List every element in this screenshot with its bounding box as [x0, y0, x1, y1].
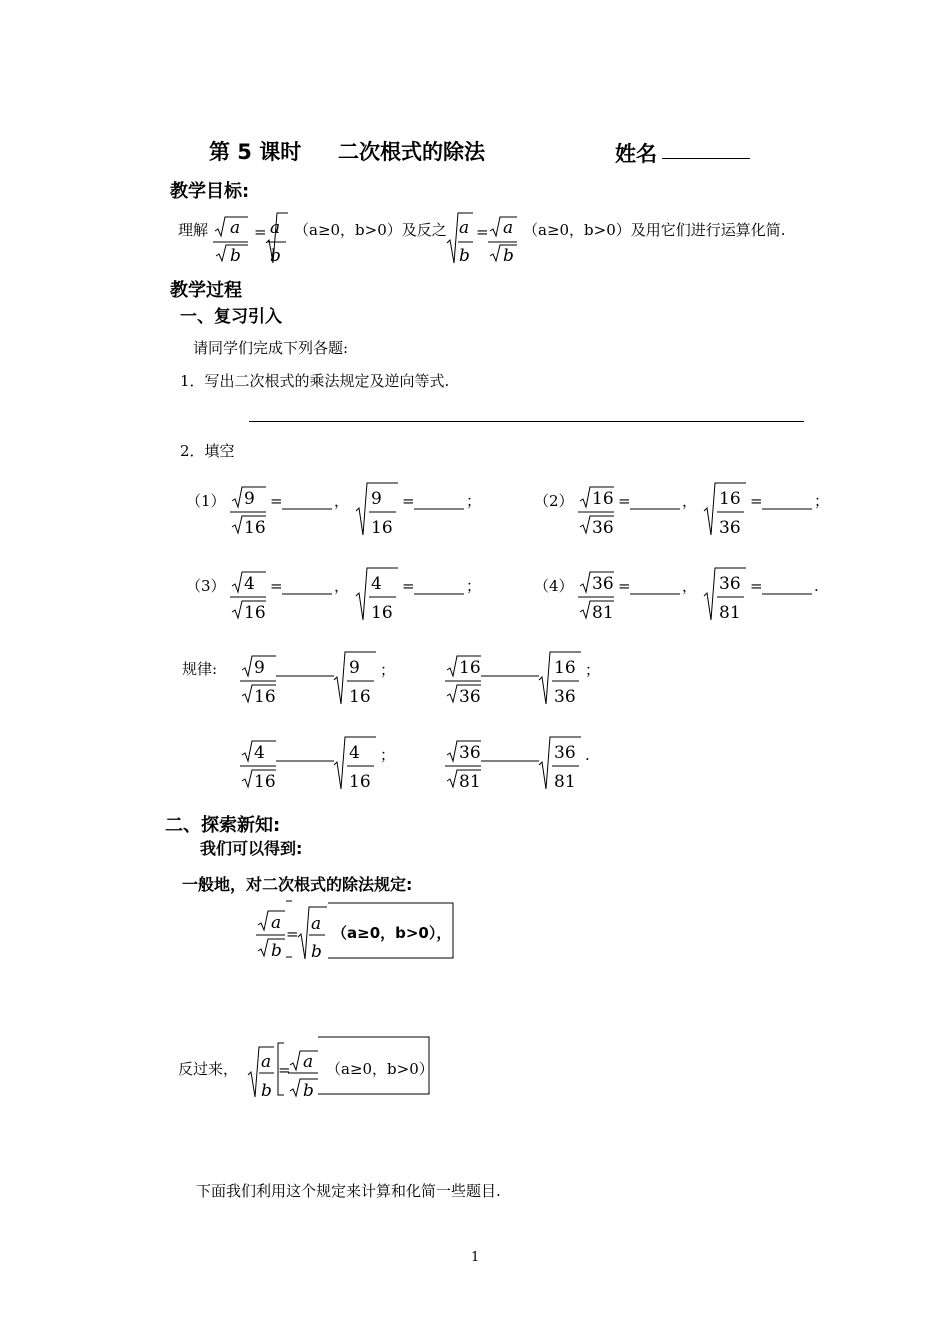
numerator: 9 [244, 489, 255, 509]
svg-text:=: = [278, 1061, 291, 1079]
item-end: . [814, 577, 819, 595]
denominator: 81 [459, 772, 481, 792]
svg-text:b: b [303, 1081, 314, 1101]
numerator: 16 [719, 489, 741, 509]
svg-text:a: a [459, 218, 470, 238]
comma: ， [334, 577, 350, 595]
svg-text:a: a [311, 914, 322, 934]
equals-sign: = [270, 492, 283, 510]
numerator: 16 [459, 658, 481, 678]
svg-text:a: a [270, 218, 281, 238]
svg-text:b: b [230, 246, 241, 266]
goal-formula-reverse [445, 205, 517, 265]
reverse-rule-condition: （a≥0，b>0） [326, 1060, 434, 1078]
svg-text:a: a [303, 1052, 314, 1072]
denominator: 16 [371, 518, 393, 538]
svg-text:a: a [503, 218, 514, 238]
question-1: 1．写出二次根式的乘法规定及逆向等式. [180, 372, 450, 390]
page-title: 二次根式的除法 [338, 140, 485, 164]
denominator: 36 [459, 687, 481, 707]
equals-sign: = [402, 577, 415, 595]
goals-heading: 教学目标: [170, 181, 250, 202]
process-heading: 教学过程 [170, 280, 242, 301]
equals-sign: = [270, 577, 283, 595]
rule-end: ； [585, 661, 601, 679]
comma: ， [334, 492, 350, 510]
division-rule-condition: （a≥0，b>0）， [332, 924, 452, 942]
item-end: ； [466, 492, 482, 510]
svg-text:b: b [311, 942, 322, 962]
denominator: 16 [371, 603, 393, 623]
svg-text:b: b [261, 1081, 272, 1101]
numerator: 36 [554, 743, 576, 763]
name-blank[interactable] [662, 158, 750, 159]
division-rule-intro: 一般地，对二次根式的除法规定: [182, 875, 413, 894]
svg-text:=: = [476, 223, 489, 241]
numerator: 36 [459, 743, 481, 763]
equals-sign: = [750, 492, 763, 510]
goals-prefix: 理解 [178, 221, 209, 239]
svg-text:b: b [271, 941, 282, 961]
comma: ， [682, 492, 698, 510]
denominator: 16 [349, 772, 371, 792]
numerator: 4 [371, 574, 382, 594]
denominator: 81 [719, 603, 741, 623]
reverse-label: 反过来， [178, 1060, 239, 1078]
part1-intro: 请同学们完成下列各题: [193, 339, 349, 357]
rule-item [240, 650, 430, 710]
svg-text:b: b [459, 246, 470, 266]
page-number: 1 [471, 1250, 480, 1265]
svg-text:a: a [261, 1052, 272, 1072]
svg-text:=: = [254, 223, 267, 241]
equals-sign: = [402, 492, 415, 510]
fill-item [534, 481, 830, 541]
rule-label: 规律: [182, 660, 218, 678]
item-label: （3） [186, 577, 226, 595]
svg-text:a: a [271, 913, 282, 933]
fill-item [534, 566, 819, 626]
denominator: 36 [554, 687, 576, 707]
fill-item [186, 566, 482, 626]
rule-end: . [585, 746, 590, 764]
part2-sub: 我们可以得到: [200, 839, 303, 858]
rule-item [445, 650, 635, 710]
rule-item [445, 735, 635, 795]
denominator: 81 [592, 603, 614, 623]
rule-item [240, 735, 430, 795]
denominator: 16 [244, 518, 266, 538]
denominator: 36 [592, 518, 614, 538]
rule-end: ； [380, 661, 396, 679]
fill-item [186, 481, 482, 541]
denominator: 16 [244, 603, 266, 623]
numerator: 9 [254, 658, 265, 678]
part1-title: 一、复习引入 [180, 307, 282, 327]
item-label: （4） [534, 577, 574, 595]
numerator: 4 [254, 743, 265, 763]
numerator: 9 [349, 658, 360, 678]
name-label: 姓名 [615, 142, 657, 166]
svg-text:=: = [286, 925, 299, 943]
numerator: 36 [719, 574, 741, 594]
item-end: ； [466, 577, 482, 595]
svg-text:b: b [270, 246, 281, 266]
closing-text: 下面我们利用这个规定来计算和化简一些题目. [196, 1182, 501, 1200]
denominator: 16 [254, 772, 276, 792]
question-2: 2．填空 [180, 442, 235, 460]
numerator: 36 [592, 574, 614, 594]
goal-formula-root [266, 205, 292, 265]
denominator: 16 [254, 687, 276, 707]
equals-sign: = [618, 492, 631, 510]
item-label: （2） [534, 492, 574, 510]
goals-condition-2: （a≥0，b>0）及用它们进行运算化简. [523, 221, 786, 239]
numerator: 9 [371, 489, 382, 509]
numerator: 4 [349, 743, 360, 763]
numerator: 4 [244, 574, 255, 594]
denominator: 36 [719, 518, 741, 538]
item-label: （1） [186, 492, 226, 510]
lesson-number: 第 5 课时 [209, 140, 302, 164]
equals-sign: = [618, 577, 631, 595]
svg-text:a: a [230, 218, 241, 238]
denominator: 81 [554, 772, 576, 792]
answer-line[interactable] [249, 421, 804, 422]
rule-end: ； [380, 746, 396, 764]
denominator: 16 [349, 687, 371, 707]
item-end: ； [814, 492, 830, 510]
comma: ， [682, 577, 698, 595]
equals-sign: = [750, 577, 763, 595]
part2-title: 二、探索新知: [165, 815, 281, 836]
numerator: 16 [592, 489, 614, 509]
svg-text:b: b [503, 246, 514, 266]
goals-condition-1: （a≥0，b>0）及反之 [294, 221, 447, 239]
numerator: 16 [554, 658, 576, 678]
